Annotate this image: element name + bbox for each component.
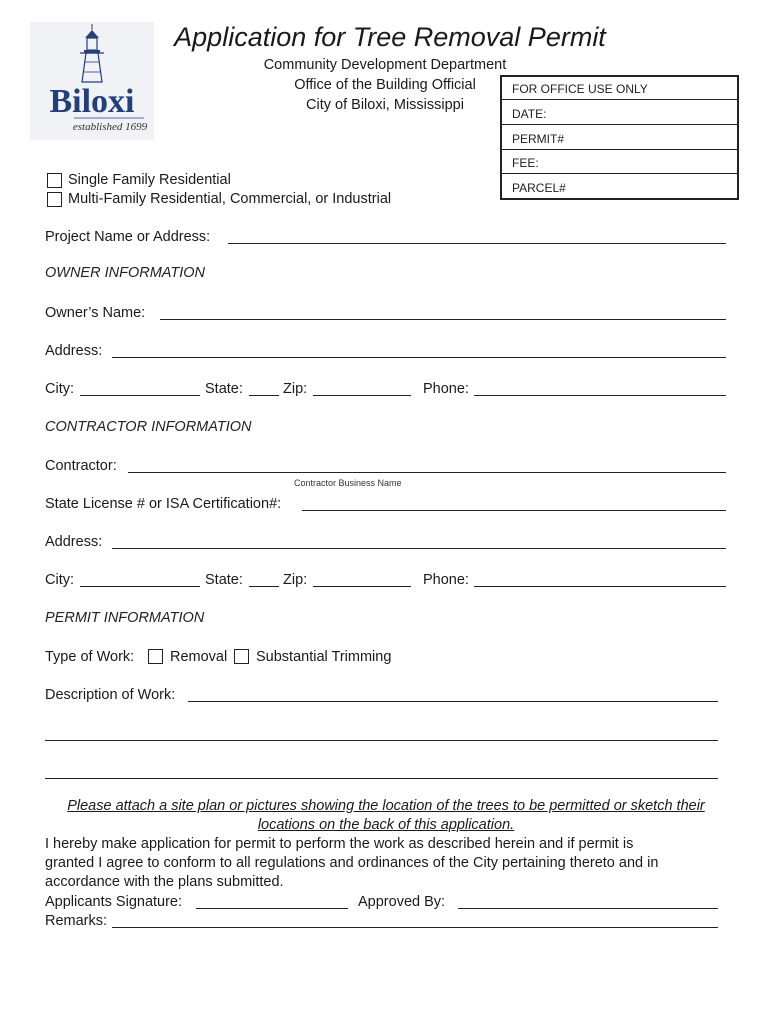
declaration-line3: accordance with the plans submitted. (45, 874, 284, 890)
description-line-2 (45, 740, 718, 741)
department-name: Community Development Department (263, 57, 507, 73)
page-title: Application for Tree Removal Permit (174, 22, 606, 52)
description-line-3 (45, 778, 718, 779)
site-plan-notice-line2: locations on the back of this application. (257, 817, 515, 833)
license-input[interactable] (302, 495, 726, 511)
approved-by-input[interactable] (458, 893, 718, 909)
applicant-signature-input[interactable] (196, 893, 348, 909)
declaration-line1: I hereby make application for permit to perform the work as described herein and if permit is (45, 836, 634, 852)
description-label: Description of Work: (45, 687, 176, 703)
description-input-2[interactable] (45, 724, 718, 740)
owner-state-label: State: (205, 381, 243, 397)
contractor-zip-input[interactable] (313, 571, 411, 587)
contractor-input[interactable] (128, 457, 726, 473)
contractor-phone-input[interactable] (474, 571, 726, 587)
contractor-address-input[interactable] (112, 533, 726, 549)
type-of-work-label: Type of Work: (45, 649, 135, 665)
office-use-heading: FOR OFFICE USE ONLY (512, 82, 648, 96)
single-family-label: Single Family Residential (68, 172, 231, 188)
description-input-3[interactable] (45, 762, 718, 778)
divider (502, 124, 737, 125)
contractor-address-label: Address: (45, 534, 103, 550)
divider (502, 99, 737, 100)
contractor-label: Contractor: (45, 458, 117, 474)
removal-checkbox[interactable] (148, 649, 163, 664)
remarks-input[interactable] (112, 912, 718, 928)
project-label: Project Name or Address: (45, 229, 211, 245)
owner-heading: OWNER INFORMATION (45, 265, 206, 281)
owner-city-input[interactable] (80, 380, 200, 396)
contractor-state-label: State: (205, 572, 243, 588)
biloxi-logo (30, 22, 154, 140)
contractor-city-label: City: (45, 572, 74, 588)
office-permit-label: PERMIT# (512, 132, 565, 146)
owner-phone-input[interactable] (474, 380, 726, 396)
contractor-phone-label: Phone: (423, 572, 469, 588)
office-parcel-label: PARCEL# (512, 181, 566, 195)
contractor-state-input[interactable] (249, 571, 279, 587)
divider (502, 173, 737, 174)
remarks-label: Remarks: (45, 913, 108, 929)
office-name: Office of the Building Official (294, 77, 476, 93)
divider (502, 149, 737, 150)
owner-name-label: Owner’s Name: (45, 305, 146, 321)
approved-by-label: Approved By: (358, 894, 446, 910)
owner-city-label: City: (45, 381, 74, 397)
contractor-city-input[interactable] (80, 571, 200, 587)
owner-zip-label: Zip: (283, 381, 308, 397)
owner-state-input[interactable] (249, 380, 279, 396)
contractor-business-caption: Contractor Business Name (294, 478, 402, 488)
owner-phone-label: Phone: (423, 381, 469, 397)
owner-address-input[interactable] (112, 342, 726, 358)
permit-heading: PERMIT INFORMATION (45, 610, 205, 626)
site-plan-notice-line1: Please attach a site plan or pictures showing the location of the trees to be permitted or sketch their (67, 798, 705, 814)
multi-family-checkbox[interactable] (47, 192, 62, 207)
description-input[interactable] (188, 686, 718, 702)
office-fee-label: FEE: (512, 156, 539, 170)
city-name: City of Biloxi, Mississippi (306, 97, 464, 113)
multi-family-label: Multi-Family Residential, Commercial, or Industrial (68, 191, 392, 207)
applicant-signature-label: Applicants Signature: (45, 894, 183, 910)
trimming-checkbox[interactable] (234, 649, 249, 664)
single-family-checkbox[interactable] (47, 173, 62, 188)
owner-address-label: Address: (45, 343, 103, 359)
lighthouse-icon (30, 22, 154, 140)
project-input[interactable] (228, 228, 726, 244)
contractor-zip-label: Zip: (283, 572, 308, 588)
owner-zip-input[interactable] (313, 380, 411, 396)
logo-wordmark: Biloxi (49, 83, 135, 120)
declaration-line2: granted I agree to conform to all regulations and ordinances of the City pertaining thereto and in (45, 855, 659, 871)
trimming-label: Substantial Trimming (256, 649, 392, 665)
contractor-heading: CONTRACTOR INFORMATION (45, 419, 252, 435)
logo-tagline: established 1699 (72, 121, 148, 133)
owner-name-input[interactable] (160, 304, 726, 320)
removal-label: Removal (170, 649, 228, 665)
office-date-label: DATE: (512, 107, 547, 121)
office-use-box (500, 75, 739, 200)
license-label: State License # or ISA Certification#: (45, 496, 282, 512)
